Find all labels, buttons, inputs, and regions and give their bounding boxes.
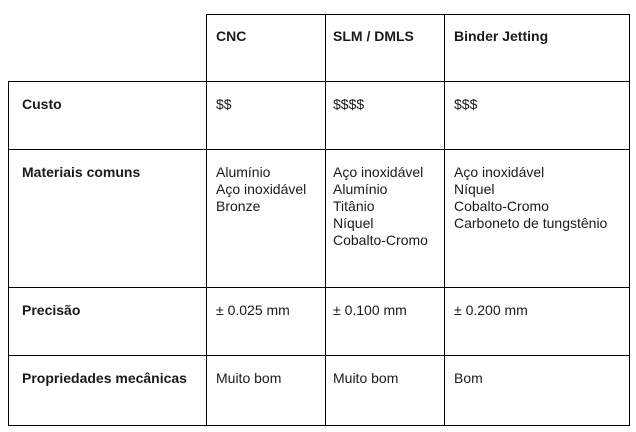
- column-header-cnc: CNC: [216, 28, 247, 44]
- grid-line: [8, 355, 630, 356]
- cell-line: ± 0.100 mm: [333, 302, 407, 318]
- row-label-propriedades-mecanicas: Propriedades mecânicas: [22, 370, 187, 386]
- cell-custo-cnc: [216, 96, 232, 113]
- row-label-custo: Custo: [22, 96, 62, 112]
- cell-line: Aço inoxidável: [454, 164, 545, 180]
- grid-line: [8, 149, 630, 150]
- cell-materiais-binder: [454, 164, 607, 232]
- cell-precisao-slm: [333, 302, 407, 319]
- cell-line: Carboneto de tungstênio: [454, 215, 608, 231]
- cell-line: Bronze: [216, 198, 261, 214]
- cell-line: Aço inoxidável: [216, 181, 307, 197]
- grid-line: [8, 81, 630, 82]
- column-header-binder-jetting: Binder Jetting: [454, 28, 549, 44]
- cell-line: ± 0.200 mm: [454, 302, 528, 318]
- cell-line: Cobalto-Cromo: [333, 232, 428, 248]
- cell-line: Muito bom: [216, 370, 282, 386]
- grid-line: [8, 81, 9, 426]
- cell-custo-binder: [454, 96, 477, 113]
- comparison-table: [8, 14, 630, 426]
- column-header-slm-dmls: SLM / DMLS: [333, 28, 414, 44]
- grid-line: [206, 14, 207, 426]
- cell-precisao-cnc: [216, 302, 290, 319]
- grid-line: [325, 14, 326, 426]
- cell-line: Alumínio: [333, 181, 388, 197]
- grid-line: [444, 14, 445, 426]
- cell-line: $$: [216, 96, 232, 112]
- cell-custo-slm: [333, 96, 364, 113]
- cell-precisao-binder: [454, 302, 528, 319]
- cell-materiais-slm: [333, 164, 428, 249]
- cell-line: Aço inoxidável: [333, 164, 424, 180]
- cell-line: $$$: [454, 96, 478, 112]
- grid-line: [206, 14, 630, 15]
- cell-line: ± 0.025 mm: [216, 302, 290, 318]
- grid-line: [8, 425, 630, 426]
- cell-line: Titânio: [333, 198, 375, 214]
- cell-line: Níquel: [333, 215, 374, 231]
- cell-propriedades-cnc: [216, 370, 281, 387]
- cell-line: Muito bom: [333, 370, 399, 386]
- row-label-precisao: Precisão: [22, 302, 81, 318]
- grid-line: [629, 14, 630, 426]
- cell-line: Alumínio: [216, 164, 271, 180]
- cell-line: Bom: [454, 370, 483, 386]
- cell-line: $$$$: [333, 96, 365, 112]
- cell-line: Níquel: [454, 181, 495, 197]
- cell-propriedades-slm: [333, 370, 398, 387]
- grid-line: [8, 287, 630, 288]
- row-label-materiais-comuns: Materiais comuns: [22, 164, 141, 180]
- cell-line: Cobalto-Cromo: [454, 198, 549, 214]
- cell-materiais-cnc: [216, 164, 306, 215]
- cell-propriedades-binder: [454, 370, 483, 387]
